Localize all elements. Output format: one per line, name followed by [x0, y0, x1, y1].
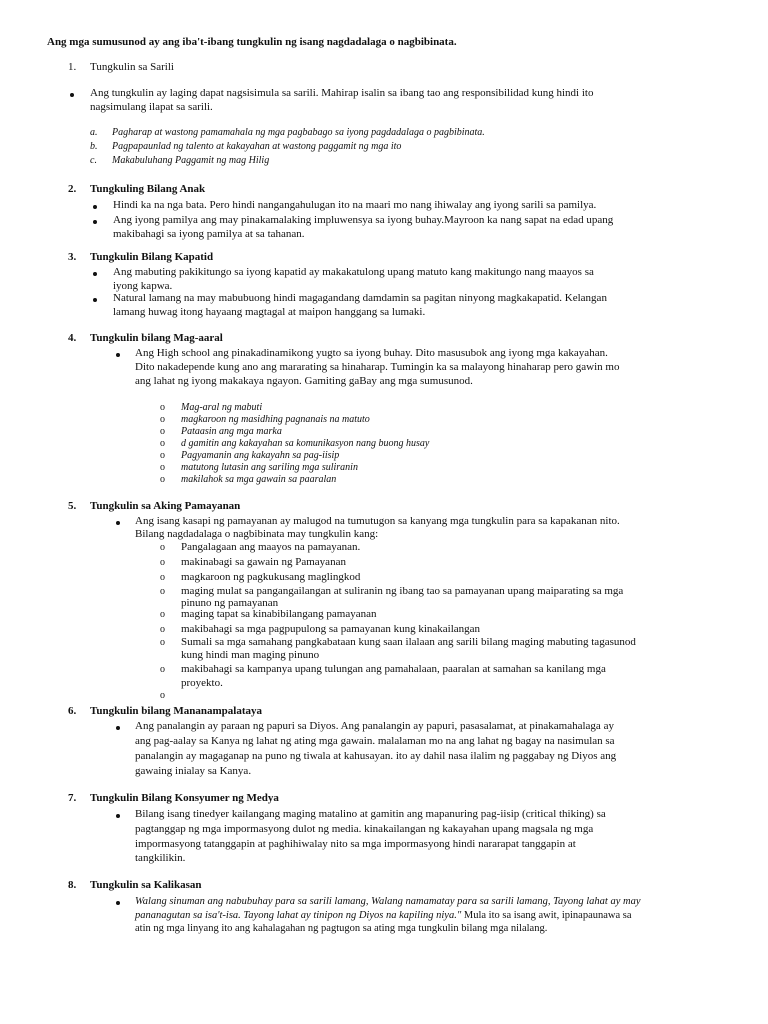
- section-7-bullet-line-3: impormasyong tatanggapin at paghihiwalay nito sa mga impormasyong hindi nararapat tanggapin at: [135, 838, 576, 850]
- section-6-bullet-line-4: gawaing inialay sa Kanya.: [135, 765, 252, 777]
- circle-bullet-icon: o: [160, 557, 165, 568]
- section-1-number: 1.: [68, 61, 77, 73]
- section-7-bullet-line-2: pagtanggap ng mga impormasyong dulot ng media. kinakailangan ng kakayahan upang magsala ng mga: [135, 823, 594, 835]
- section-5-heading: Tungkulin sa Aking Pamayanan: [90, 500, 241, 512]
- circle-bullet-icon: o: [160, 572, 165, 583]
- section-7-number: 7.: [68, 792, 77, 804]
- circle-bullet-icon: o: [160, 402, 165, 413]
- circle-bullet-icon: o: [160, 609, 165, 620]
- section-6-bullet-line-2: ang pag-aalay sa Kanya ng lahat ng ating mga gawain. malalaman mo na ang lahat ng bagay na nasimulan sa: [135, 735, 615, 747]
- section-4-item-4: d gamitin ang kakayahan sa komunikasyon nang buong husay: [181, 438, 430, 449]
- section-5-item-4-line-1: maging mulat sa pangangailangan at suliranin ng ibang tao sa pamayanan upang maiparating sa mga: [181, 585, 624, 597]
- section-2-number: 2.: [68, 183, 77, 195]
- section-4-bullet-line-1: Ang High school ang pinakadinamikong yugto sa iyong buhay. Dito masusubok ang iyong mga kakayahan.: [135, 347, 608, 359]
- section-4-bullet-line-3: ang lahat ng iyong makakaya ngayon. Gamiting gaBay ang mga sumusunod.: [135, 375, 473, 387]
- bullet-icon: [116, 814, 120, 818]
- section-5-item-7-line-2: kung hindi man maging pinuno: [181, 649, 320, 661]
- section-2-bullet-2-line-2: makibahagi sa iyong pamilya at sa tahanan.: [113, 228, 305, 240]
- section-1-sub-c-mark: c.: [90, 155, 97, 166]
- section-1-sub-c: Makabuluhang Paggamit ng mag Hilig: [112, 155, 270, 166]
- section-1-heading: Tungkulin sa Sarili: [90, 61, 174, 73]
- section-1-sub-a-mark: a.: [90, 127, 98, 138]
- section-3-number: 3.: [68, 251, 77, 263]
- section-5-item-3: magkaroon ng pagkukusang maglingkod: [181, 571, 361, 583]
- section-4-heading: Tungkulin bilang Mag-aaral: [90, 332, 223, 344]
- section-8-line-2-italic: pananagutan sa isa't-isa. Tayong lahat ay tinipon ng Diyos na kapiling niya.": [135, 910, 462, 921]
- section-4-number: 4.: [68, 332, 77, 344]
- section-6-bullet-line-1: Ang panalangin ay paraan ng papuri sa Diyos. Ang panalangin ay papuri, pasasalamat, at pinakamahalaga ay: [135, 720, 614, 732]
- section-6-bullet-line-3: panalangin ay magaganap na puno ng tiwala at kahusayan. ito ay dahil nasa ilalim ng paggabay ng Diyos ang: [135, 750, 617, 762]
- section-1-bullet-line-1: Ang tungkulin ay laging dapat nagsisimula sa sarili. Mahirap isalin sa ibang tao ang responsibilidad kung hindi ito: [90, 87, 594, 99]
- circle-bullet-icon: o: [160, 426, 165, 437]
- section-5-bullet-line-2: Bilang nagdadalaga o nagbibinata may tungkulin kang:: [135, 528, 379, 540]
- section-5-item-8-line-1: makibahagi sa kampanya upang tulungan ang pamahalaan, paaralan at samahan sa kanilang mga: [181, 663, 606, 675]
- section-1-bullet-line-2: nagsimulang ilapat sa sarili.: [90, 101, 213, 113]
- section-6-heading: Tungkulin bilang Mananampalataya: [90, 705, 262, 717]
- section-7-heading: Tungkulin Bilang Konsyumer ng Medya: [90, 792, 279, 804]
- section-4-item-7: makilahok sa mga gawain sa paaralan: [181, 474, 337, 485]
- section-3-bullet-1-line-2: iyong kapwa.: [113, 280, 173, 292]
- section-4-item-6: matutong lutasin ang sariling mga suliranin: [181, 462, 358, 473]
- section-5-item-4-line-2: pinuno ng pamayanan: [181, 597, 279, 609]
- section-3-bullet-1-line-1: Ang mabuting pakikitungo sa iyong kapatid ay makakatulong upang matuto kang makitungo nang maayos sa: [113, 266, 594, 278]
- section-8-number: 8.: [68, 879, 77, 891]
- circle-bullet-icon: o: [160, 586, 165, 597]
- section-4-item-2: magkaroon ng masidhing pagnanais na matuto: [181, 414, 370, 425]
- circle-bullet-icon: o: [160, 462, 165, 473]
- circle-bullet-icon: o: [160, 664, 165, 675]
- section-8-line-2: [135, 909, 632, 922]
- section-1-sub-b: Pagpapaunlad ng talento at kakayahan at wastong paggamit ng mga ito: [112, 141, 402, 152]
- circle-bullet-icon: o: [160, 474, 165, 485]
- section-1-sub-b-mark: b.: [90, 141, 98, 152]
- circle-bullet-icon: o: [160, 450, 165, 461]
- circle-bullet-icon: o: [160, 542, 165, 553]
- section-5-item-6: makibahagi sa mga pagpupulong sa pamayanan kung kinakailangan: [181, 623, 481, 635]
- section-5-bullet-line-1: Ang isang kasapi ng pamayanan ay malugod na tumutugon sa kanyang mga tungkulin para sa kapakanan nito.: [135, 515, 620, 527]
- bullet-icon: [93, 220, 97, 224]
- circle-bullet-icon: o: [160, 690, 165, 701]
- bullet-icon: [70, 93, 74, 97]
- section-5-item-2: makinabagi sa gawain ng Pamayanan: [181, 556, 346, 568]
- section-5-item-8-line-2: proyekto.: [181, 677, 223, 689]
- section-5-item-5: maging tapat sa kinabibilangang pamayanan: [181, 608, 377, 620]
- section-3-bullet-2-line-1: Natural lamang na may mabubuong hindi magagandang damdamin sa pagitan ninyong magkakapatid. Kelangan: [113, 292, 607, 304]
- section-8-heading: Tungkulin sa Kalikasan: [90, 879, 202, 891]
- bullet-icon: [116, 521, 120, 525]
- section-6-number: 6.: [68, 705, 77, 717]
- section-4-bullet-line-2: Dito nakadepende kung ano ang mararating sa hinaharap. Tumingin ka sa malayong hinaharap pero gawin mo: [135, 361, 620, 373]
- section-8-line-1: Walang sinuman ang nabubuhay para sa sarili lamang, Walang namamatay para sa sarili lamang, Tayong lahat ay may: [135, 896, 641, 907]
- section-3-heading: Tungkulin Bilang Kapatid: [90, 251, 214, 263]
- section-8-line-3: atin ng mga linyang ito ang kahalagahan ng pagtugon sa ating mga tungkulin bilang mga nilalang.: [135, 923, 548, 934]
- bullet-icon: [93, 298, 97, 302]
- section-1-sub-a: Pagharap at wastong pamamahala ng mga pagbabago sa iyong pagdadalaga o pagbibinata.: [112, 127, 485, 138]
- bullet-icon: [116, 726, 120, 730]
- section-5-item-1: Pangalagaan ang maayos na pamayanan.: [181, 541, 361, 553]
- section-4-item-1: Mag-aral ng mabuti: [181, 402, 263, 413]
- circle-bullet-icon: o: [160, 637, 165, 648]
- section-3-bullet-2-line-2: lamang huwag itong hayaang magtagal at maipon hanggang sa lumaki.: [113, 306, 426, 318]
- section-4-item-3: Pataasin ang mga marka: [181, 426, 282, 437]
- section-2-bullet-2-line-1: Ang iyong pamilya ang may pinakamalaking impluwensya sa iyong buhay.Mayroon ka nang sapat na edad upang: [113, 214, 614, 226]
- bullet-icon: [93, 205, 97, 209]
- section-8-line-2-rest: Mula ito sa isang awit, ipinapaunawa sa: [461, 910, 632, 921]
- circle-bullet-icon: o: [160, 624, 165, 635]
- bullet-icon: [116, 901, 120, 905]
- section-7-bullet-line-4: tangkilikin.: [135, 852, 186, 864]
- document-title: Ang mga sumusunod ay ang iba't-ibang tungkulin ng isang nagdadalaga o nagbibinata.: [47, 36, 457, 48]
- circle-bullet-icon: o: [160, 414, 165, 425]
- bullet-icon: [93, 272, 97, 276]
- section-7-bullet-line-1: Bilang isang tinedyer kailangang maging matalino at gamitin ang mapanuring pag-iisip (critical thiking) sa: [135, 808, 606, 820]
- circle-bullet-icon: o: [160, 438, 165, 449]
- section-5-number: 5.: [68, 500, 77, 512]
- section-2-heading: Tungkuling Bilang Anak: [90, 183, 206, 195]
- section-2-bullet-1: Hindi ka na nga bata. Pero hindi nangangahulugan ito na maari mo nang ihiwalay ang iyong sarili sa pamilya.: [113, 199, 597, 211]
- section-4-item-5: Pagyamanin ang kakayahn sa pag-iisip: [181, 450, 340, 461]
- bullet-icon: [116, 353, 120, 357]
- section-5-item-7-line-1: Sumali sa mga samahang pangkabataan kung saan ilalaan ang sarili bilang maging mabuting tagasunod: [181, 636, 636, 648]
